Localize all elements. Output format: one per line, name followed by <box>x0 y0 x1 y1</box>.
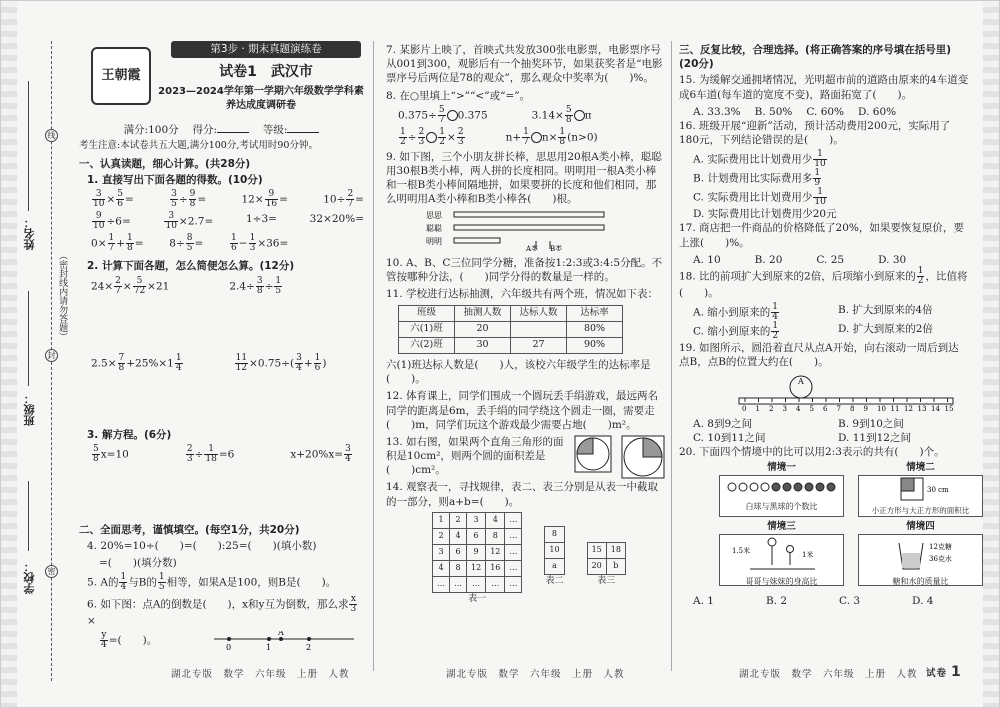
q1-row-2 <box>91 212 364 231</box>
q1-item-3: 12× $\frac{9}{16}$ = <box>241 189 288 210</box>
table-2-label: 表二 <box>545 575 564 586</box>
question-8: 8. 在○里填上“>”“<”或“=”。 <box>386 89 531 102</box>
column-divider-2 <box>671 41 672 671</box>
grid-cell: … <box>505 544 522 560</box>
score-blank[interactable] <box>217 123 249 133</box>
grade-blank[interactable] <box>287 123 319 133</box>
white-ball <box>761 483 769 491</box>
ruler-label: 0 <box>742 405 747 413</box>
table-1-label: 表一 <box>468 593 487 604</box>
page-label: 试卷 <box>926 668 948 679</box>
white-ball <box>728 483 736 491</box>
grid-cell: 12 <box>467 560 486 576</box>
seal-text: （密封线内请勿答题） <box>57 251 68 341</box>
grid-table-3: 15 18 20 b <box>587 542 626 575</box>
section-2-title: 二、全面思考，谨慎填空。(每空1分，共20分) <box>79 523 300 536</box>
q1-item-10: 8÷ $\frac{8}{5}$ = <box>169 233 204 254</box>
white-ball <box>739 483 747 491</box>
q1-item-9: 0× $\frac{1}{7}$ + $\frac{1}{8}$ = <box>91 233 144 254</box>
question-17: 17. 商店把一件商品的价格降低了20%，如果要恢复原价，要上涨( )%。 <box>679 222 964 249</box>
table-1 <box>432 512 522 605</box>
sticks-diagram <box>426 209 626 251</box>
ruler-label: 6 <box>823 405 828 413</box>
ruler-label: 10 <box>877 405 886 413</box>
ruler-label: 2 <box>769 405 774 413</box>
column-divider-1 <box>373 41 374 671</box>
q2-item-2: 2.4÷ $\frac{3}{8}$ ÷ $\frac{1}{5}$ <box>229 275 282 296</box>
q17-options <box>693 253 969 267</box>
q17-option-d[interactable]: D. 30 <box>878 253 907 266</box>
seal-char-seal: 封 <box>45 349 58 362</box>
ruler-label: 4 <box>796 405 801 413</box>
grid-cell: … <box>505 560 522 576</box>
stick-name-congcong: 聪聪 <box>426 224 442 234</box>
exam-notice: 考生注意:本试卷共五大题,满分100分,考试用时90分钟。 <box>79 140 318 152</box>
q8-item-1: 0.375÷ $\frac{5}{7}$ 0.375 <box>398 104 488 125</box>
number-line <box>209 631 359 651</box>
question-9: 9. 如下图，三个小朋友拼长棒，思思用20根A类小棒，聪聪用30根B类小棒，两人拼的长度相同。明明用一根A类小棒和一根B类小棒间隔地拼，如果要拼的长度和他们相同，那么明明用A类小棒和B类小棒各( )根。 <box>386 150 662 206</box>
binding-margin <box>17 1 69 708</box>
grid-cell: 16 <box>486 560 505 576</box>
ruler-label: 11 <box>890 405 900 413</box>
q16-option-b[interactable]: B. 计划费用比实际费用多 $\frac{1}{9}$ <box>693 168 821 189</box>
question-12: 12. 体育课上，同学们围成一个圆玩丢手绢游戏，最远两名同学的距离是6m，丢手绢的同学绕这个圆走一圈，需要走( )m，同学们玩这个游戏最少需要占地( )m²。 <box>386 390 659 431</box>
table-row <box>433 512 522 528</box>
circle-label-a: A <box>798 377 804 387</box>
q8-item-3: $\frac{1}{2}$ ÷ $\frac{2}{3}$ $\frac{1}{2}$ × $\frac{2}{3}$ <box>400 126 464 147</box>
q16-option-a[interactable]: A. 实际费用比计划费用少 $\frac{1}{10}$ <box>693 149 826 170</box>
situation-2-picture <box>858 475 983 517</box>
paper-subtitle: 2023—2024学年第一学期六年级数学学科素养达成度调研卷 <box>158 86 364 111</box>
q15-option-b[interactable]: B. 50% <box>754 105 793 118</box>
question-5: 5. A的 $\frac{1}{4}$ 与B的 $\frac{1}{5}$ 相等，如果A是100，则B是( )。 <box>87 572 337 593</box>
ruler-label: 9 <box>863 405 868 413</box>
q1-item-2: $\frac{3}{5}$ ÷ $\frac{9}{8}$ = <box>171 189 207 210</box>
question-6-cont: $\frac{y}{4}$ =( )。 0 1 A 2 <box>99 631 364 651</box>
white-ball <box>750 483 758 491</box>
situation-1-title: 情境一 <box>767 462 796 474</box>
q20-option-b[interactable]: B. 2 <box>765 595 788 608</box>
question-20: 20. 下面四个情境中的比可以用2:3表示的共有( )个。 <box>679 445 945 458</box>
q20-option-d[interactable]: D. 4 <box>912 595 934 608</box>
exam-header <box>91 41 364 111</box>
question-11-cont: 六(1)班达标人数是( )人，该校六年级学生的达标率是( )。 <box>386 359 651 386</box>
q15-option-d[interactable]: D. 60% <box>858 105 897 118</box>
ruler-figure <box>679 372 959 412</box>
ruler-label: 15 <box>944 405 954 413</box>
sugar-label: 12克糖 <box>929 543 952 552</box>
stick-name-sisi: 思思 <box>426 211 442 221</box>
table-3-label: 表三 <box>597 575 616 586</box>
question-2: 2. 计算下面各题，怎么简便怎么算。(12分) <box>87 260 295 273</box>
grid-cell: … <box>505 576 522 592</box>
situation-4-title: 情境四 <box>906 521 935 533</box>
ruler-label: 14 <box>931 405 940 413</box>
question-19: 19. 如图所示，圆沿着直尺从点A开始，向右滚动一周后到达点B，点B的位置大约在( )。 <box>679 342 959 369</box>
cup-figure <box>859 535 984 573</box>
q13-circles-figure <box>574 435 666 479</box>
grid-cell: 8 <box>450 560 467 576</box>
section-1-title: 一、认真读题，细心计算。(共28分) <box>79 157 251 170</box>
q18-options <box>693 303 969 341</box>
footer-1: 湖北专版 数学 六年级 上册 人教 <box>171 669 350 680</box>
q3-item-3: x+20%x= $\frac{3}{4}$ <box>290 443 351 464</box>
ruler-label: 5 <box>809 405 814 413</box>
ruler-label: 13 <box>917 405 927 413</box>
grid-cell: … <box>433 576 450 592</box>
grid-table-1 <box>432 512 522 593</box>
question-14: 14. 观察表一，寻找规律，表二、表三分别是从表一中截取的一部分，则a+b=( )。 <box>386 481 659 508</box>
axis-label-2: 2 <box>306 643 312 652</box>
situation-3-caption: 哥哥与妹妹的身高比 <box>745 577 818 587</box>
table-row: 六(1)班 20 80% <box>399 322 623 338</box>
table-row <box>433 576 522 592</box>
q18-option-b[interactable]: B. 扩大到原来的4倍 <box>838 304 933 317</box>
page-number: 1 <box>951 664 962 680</box>
question-4: 4. 20%=10÷( )=( ):25=( )(填小数) <box>87 539 317 552</box>
question-3: 3. 解方程。(6分) <box>87 428 172 441</box>
column-3 <box>679 43 969 661</box>
q2-row-2 <box>91 354 364 373</box>
q8-item-4: n+ $\frac{1}{7}$ n× $\frac{1}{8}$ (n>0) <box>505 126 598 147</box>
q17-option-b[interactable]: B. 20 <box>754 253 783 266</box>
stick-name-mingming: 明明 <box>426 237 442 247</box>
q14-tables <box>432 512 666 605</box>
q2-item-3: 2.5× $\frac{7}{8}$ +25%×1 $\frac{1}{4}$ <box>91 352 182 373</box>
full-score: 满分:100分 <box>123 124 179 136</box>
grid-cell: 3 <box>467 512 486 528</box>
balls-figure <box>720 476 845 498</box>
q8-row-2 <box>398 128 666 147</box>
question-6: 6. 如下图：点A的倒数是( )，x和y互为倒数，那么求 $\frac{x}{3}$ × <box>87 594 357 628</box>
grade-label: 等级: <box>262 124 288 136</box>
q8-row-1 <box>398 106 666 125</box>
page-badge <box>926 663 962 682</box>
school-label: 学校： <box>23 561 36 594</box>
q16-option-d[interactable]: D. 实际费用比计划费用少20元 <box>693 208 837 221</box>
q1-item-7: 1÷3= <box>245 213 277 226</box>
q1-item-12 <box>314 234 364 253</box>
ruler-label: 1 <box>755 405 760 413</box>
situation-2-title: 情境二 <box>906 462 935 474</box>
grid-cell: 2 <box>433 528 450 544</box>
paper-title: 试卷1 武汉市 <box>219 64 313 80</box>
question-4-cont: =( )(填分数) <box>99 557 177 570</box>
q3-item-2: $\frac{2}{3}$ ÷ $\frac{1}{18}$ =6 <box>186 443 235 464</box>
grid-cell: 8 <box>486 528 505 544</box>
square-dim-label: 30 cm <box>927 485 949 494</box>
q15-option-a[interactable]: A. 33.3% <box>693 105 741 118</box>
q3-item-1: $\frac{5}{8}$ x=10 <box>93 443 129 464</box>
grid-table-2: 8 10 a <box>544 526 564 575</box>
column-1 <box>79 123 364 708</box>
grid-cell: 2 <box>450 512 467 528</box>
name-label: 姓名： <box>23 217 36 250</box>
question-13: 13. 如右图，如果两个直角三角形的面积是10cm²，则两个圆的面积差是( )cm²。 <box>386 435 564 477</box>
q16-option-c[interactable]: C. 实际费用比计划费用少 $\frac{1}{10}$ <box>693 187 826 208</box>
q11-table <box>398 305 623 354</box>
table-row <box>433 528 522 544</box>
siblings-figure <box>720 535 845 573</box>
q20-option-a[interactable]: A. 1 <box>693 595 714 608</box>
score-label: 得分: <box>192 124 218 136</box>
q19-option-a[interactable]: A. 8到9之间 <box>693 417 753 430</box>
q1-row-3 <box>91 234 364 253</box>
water-label: 36克水 <box>929 555 952 564</box>
q18-option-d[interactable]: D. 扩大到原来的2倍 <box>838 323 933 336</box>
q2-item-1: 24× $\frac{2}{7}$ × $\frac{5}{72}$ ×21 <box>91 275 170 296</box>
footer-3: 湖北专版 数学 六年级 上册 人教 <box>739 669 918 680</box>
situation-4 <box>858 521 983 588</box>
q19-option-b[interactable]: B. 9到10之间 <box>838 417 904 430</box>
q2-item-4: $\frac{11}{12}$ ×0.75÷( $\frac{3}{4}$ + $\frac{1}{6}$ ) <box>235 352 327 373</box>
q1-row-1 <box>91 190 364 209</box>
q18-option-a[interactable]: A. 缩小到原来的 $\frac{1}{4}$ <box>693 302 778 323</box>
q19-option-c[interactable]: C. 10到11之间 <box>693 431 766 444</box>
situation-1-picture <box>719 475 844 517</box>
question-13-wrap <box>386 435 666 481</box>
grid-cell: 12 <box>486 544 505 560</box>
q20-option-c[interactable]: C. 3 <box>839 595 861 608</box>
grid-cell: … <box>486 576 505 592</box>
q1-item-11: $\frac{1}{6}$ − $\frac{1}{3}$ ×36= <box>231 233 289 254</box>
q16-options <box>693 150 969 221</box>
q1-item-4: 10÷ $\frac{2}{7}$ = <box>323 189 364 210</box>
black-ball <box>794 483 802 491</box>
axis-label-1: 1 <box>266 643 272 652</box>
seal-char-secret: 密 <box>45 565 58 578</box>
q19-options <box>693 417 969 445</box>
grid-cell: 4 <box>486 512 505 528</box>
q1-item-5: $\frac{9}{10}$ ÷6= <box>93 211 131 232</box>
table-row <box>433 560 522 576</box>
grid-cell: 4 <box>433 560 450 576</box>
score-bar <box>79 123 364 137</box>
right-wave-border <box>983 1 999 708</box>
situation-1-caption: 白球与黑球的个数比 <box>745 502 818 512</box>
height-label-2: 1米 <box>802 551 814 560</box>
step-banner: 第3步 · 期末真题演练卷 <box>171 41 361 58</box>
situation-4-caption: 糖和水的质量比 <box>892 577 949 587</box>
stick-label-b: B类 <box>550 245 563 252</box>
axis-label-a: A <box>278 631 284 638</box>
squares-figure <box>859 476 984 502</box>
grid-cell: 6 <box>450 544 467 560</box>
ruler-label: 3 <box>782 405 787 413</box>
grid-cell: … <box>505 528 522 544</box>
black-ball <box>816 483 824 491</box>
column-2 <box>386 43 666 661</box>
grid-cell: … <box>505 512 522 528</box>
q1-item-8: 32×20%= <box>309 213 364 226</box>
situations-grid <box>719 462 969 588</box>
q18-option-c[interactable]: C. 缩小到原来的 $\frac{1}{2}$ <box>693 321 779 342</box>
question-15: 15. 为缓解交通拥堵情况，光明超市前的道路由原来的4车道变成6车道(每车道的宽度不变)，路面拓宽了( )。 <box>679 74 969 101</box>
question-10: 10. A、B、C三位同学分糖，准备按1:2:3或3:4:5分配。不管按哪种分法，( )同学分得的数量是一样的。 <box>386 256 663 283</box>
ruler-label: 12 <box>904 405 913 413</box>
q17-option-a[interactable]: A. 10 <box>693 253 721 266</box>
axis-label-0: 0 <box>226 643 232 652</box>
question-1: 1. 直接写出下面各题的得数。(10分) <box>87 174 263 187</box>
question-11: 11. 学校进行达标抽测，六年级共有两个班，情况如下表： <box>386 287 659 300</box>
school-line <box>28 481 29 551</box>
black-ball <box>772 483 780 491</box>
black-ball <box>827 483 835 491</box>
q15-options <box>693 105 969 119</box>
ruler-label: 8 <box>850 405 855 413</box>
q8-item-2: 3.14× $\frac{5}{8}$ π <box>531 104 592 125</box>
black-ball <box>783 483 791 491</box>
section-3-title: 三、反复比较，合理选择。(将正确答案的序号填在括号里)(20分) <box>679 44 952 71</box>
class-label: 班级： <box>23 393 36 426</box>
footer-2: 湖北专版 数学 六年级 上册 人教 <box>446 669 625 680</box>
grid-cell: … <box>467 576 486 592</box>
question-7: 7. 某影片上映了，首映式共发放300张电影票，电影票序号从001到300，观影后有一个抽奖环节，如果获奖者是“电影票序号后两位是78的观众”，那么观众中奖率为( )%。 <box>386 44 663 85</box>
table-row <box>433 544 522 560</box>
q20-options <box>693 594 969 608</box>
grid-cell: 9 <box>467 544 486 560</box>
table-2 <box>544 526 564 605</box>
class-line <box>28 291 29 386</box>
question-16: 16. 班级开展“迎新”活动，预计活动费用200元，实际用了180元，下列结论错误的是( )。 <box>679 119 951 147</box>
brand-logo: 王朝霞 <box>91 47 151 105</box>
grid-cell: 3 <box>433 544 450 560</box>
table-3 <box>587 542 626 605</box>
stick-label-a: A类 <box>526 245 539 252</box>
grid-cell: … <box>450 576 467 592</box>
q17-option-c[interactable]: C. 25 <box>816 253 845 266</box>
question-18: 18. 比的前项扩大到原来的2倍，后项缩小到原来的 $\frac{1}{2}$ ，比值将( )。 <box>679 265 968 299</box>
situation-2-caption: 小正方形与大正方形的面积比 <box>871 506 970 516</box>
table-row: 六(2)班 30 27 90% <box>399 338 623 354</box>
grid-cell: 6 <box>467 528 486 544</box>
situation-1 <box>719 462 844 517</box>
situation-2 <box>858 462 983 517</box>
situation-3-picture <box>719 534 844 586</box>
q15-option-c[interactable]: C. 60% <box>806 105 845 118</box>
q1-item-1: $\frac{3}{10}$ × $\frac{5}{6}$ = <box>93 189 134 210</box>
situation-4-picture <box>858 534 983 586</box>
height-label-1: 1.5米 <box>732 547 751 556</box>
q1-item-6: $\frac{3}{10}$ ×2.7= <box>165 211 214 232</box>
q3-row <box>91 445 364 464</box>
grid-cell: 1 <box>433 512 450 528</box>
q19-option-d[interactable]: D. 11到12之间 <box>838 431 911 444</box>
situation-3-title: 情境三 <box>767 521 796 533</box>
situation-3 <box>719 521 844 588</box>
ruler-label: 7 <box>836 405 841 413</box>
grid-cell: 4 <box>450 528 467 544</box>
q2-row-1 <box>91 277 364 296</box>
seal-char-line: 线 <box>45 129 58 142</box>
black-ball <box>805 483 813 491</box>
name-line <box>28 81 29 211</box>
left-wave-border <box>1 1 17 708</box>
table-header-row: 班级 抽测人数 达标人数 达标率 <box>399 306 623 322</box>
